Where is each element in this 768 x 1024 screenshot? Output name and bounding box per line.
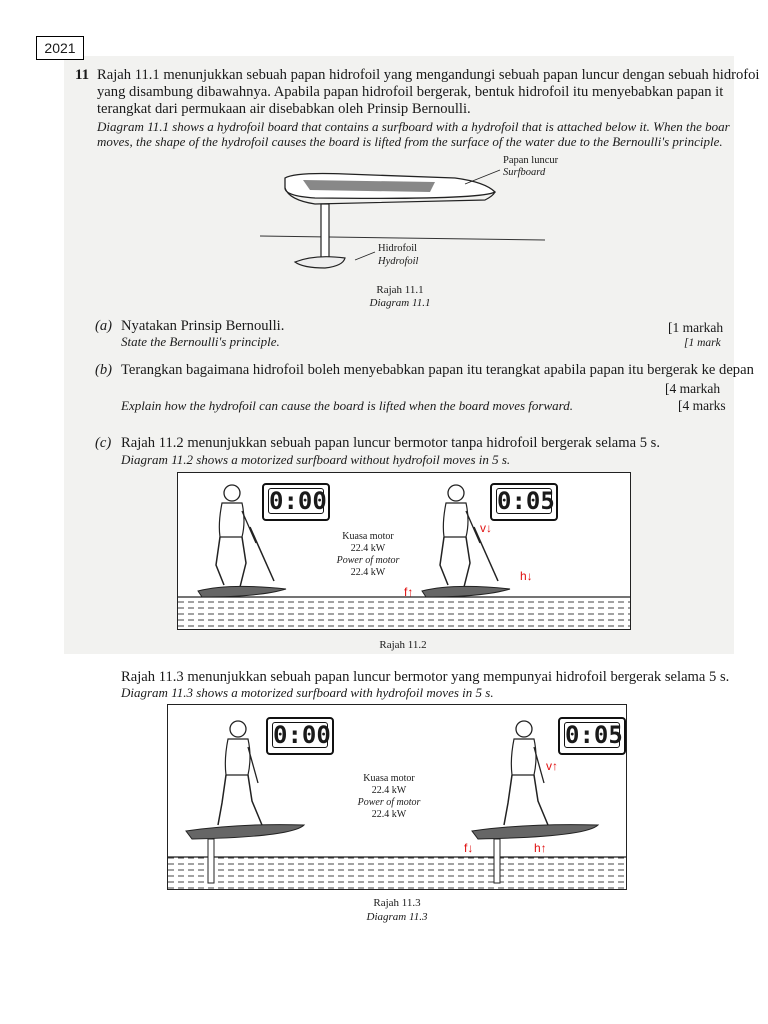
caption-diagram-11-1: Diagram 11.1 <box>369 297 431 309</box>
caption-rajah-11-1: Rajah 11.1 <box>376 284 424 296</box>
stopwatch-reading-start: 0:00 <box>273 721 331 749</box>
part-a-en: State the Bernoulli's principle. <box>121 334 280 349</box>
part-c-en: Diagram 11.2 shows a motorized surfboard without hydrofoil moves in 5 s. <box>121 452 511 467</box>
part-c2-en: Diagram 11.3 shows a motorized surfboard with hydrofoil moves in 5 s. <box>121 685 494 700</box>
question-number: 11 <box>75 67 90 83</box>
diagram-11-3-frame <box>167 704 627 890</box>
stopwatch-end-11-3 <box>558 717 626 755</box>
part-b-en: Explain how the hydrofoil can cause the board is lifted when the board moves forward. <box>121 398 573 413</box>
force-f-11-2: f↑ <box>404 585 414 599</box>
motor-power-11-3 <box>349 773 429 821</box>
part-c-letter: (c) <box>95 435 112 451</box>
intro-en-line1: Diagram 11.1 shows a hydrofoil board that contains a surfboard with a hydrofoil that is attached below it. When the boar <box>97 119 730 134</box>
force-f-11-3: f↓ <box>464 841 474 855</box>
power-label-en: Power of motor <box>357 797 421 808</box>
stopwatch-end-11-2 <box>490 483 558 521</box>
force-h-11-2: h↓ <box>520 569 533 583</box>
stopwatch-reading-end: 0:05 <box>565 721 623 749</box>
year-label: 2021 <box>36 36 84 60</box>
power-label-ms: Kuasa motor <box>342 531 394 542</box>
force-h-11-3: h↑ <box>534 841 547 855</box>
power-label-ms: Kuasa motor <box>363 773 415 784</box>
force-v-11-3: v↑ <box>546 759 558 773</box>
stopwatch-reading-start: 0:00 <box>269 487 327 515</box>
part-b-ms: Terangkan bagaimana hidrofoil boleh menyebabkan papan itu terangkat apabila papan itu bergerak ke depan <box>121 362 754 378</box>
part-a-letter: (a) <box>95 318 113 334</box>
part-c2-ms: Rajah 11.3 menunjukkan sebuah papan luncur bermotor yang mempunyai hidrofoil bergerak selama 5 s. <box>121 669 730 685</box>
power-value-1: 22.4 kW <box>371 785 407 796</box>
stopwatch-reading-end: 0:05 <box>497 487 555 515</box>
part-c-ms: Rajah 11.2 menunjukkan sebuah papan luncur bermotor tanpa hidrofoil bergerak selama 5 s. <box>121 435 660 451</box>
power-value-2: 22.4 kW <box>350 567 386 578</box>
intro-ms-line3: terangkat dari permukaan air disebabkan oleh Prinsip Bernoulli. <box>97 101 471 117</box>
label-surfboard-ms: Papan luncur <box>503 155 559 166</box>
part-a-ms: Nyatakan Prinsip Bernoulli. <box>121 318 285 334</box>
intro-en-line2: moves, the shape of the hydrofoil causes the board is lifted from the surface of the water due to the Bernoulli's principle. <box>97 134 723 149</box>
part-b-mark-en: [4 marks <box>678 398 726 413</box>
power-label-en: Power of motor <box>336 555 400 566</box>
stopwatch-start-11-3 <box>266 717 334 755</box>
caption-diagram-11-3: Diagram 11.3 <box>366 911 428 923</box>
force-v-11-2: v↓ <box>480 521 492 535</box>
power-value-2: 22.4 kW <box>371 809 407 820</box>
power-value-1: 22.4 kW <box>350 543 386 554</box>
caption-rajah-11-3: Rajah 11.3 <box>373 897 421 909</box>
label-hydrofoil-ms: Hidrofoil <box>378 243 418 254</box>
part-b-mark-ms: [4 markah <box>665 381 721 396</box>
motor-power-11-2 <box>328 531 408 579</box>
label-hydrofoil-en: Hydrofoil <box>378 256 419 267</box>
label-surfboard-en: Surfboard <box>503 167 546 178</box>
part-a-mark-ms: [1 markah <box>668 320 724 335</box>
intro-ms-line1: Rajah 11.1 menunjukkan sebuah papan hidrofoil yang mengandungi sebuah papan luncur dengan sebuah hidrofoi <box>97 67 760 83</box>
caption-rajah-11-2: Rajah 11.2 <box>379 639 427 651</box>
stopwatch-start-11-2 <box>262 483 330 521</box>
intro-ms-line2: yang disambung dibawahnya. Apabila papan hidrofoil bergerak, bentuk hidrofoil itu menyebabkan papan it <box>97 84 724 100</box>
diagram-11-2-frame <box>177 472 631 630</box>
part-a-mark-en: [1 mark <box>684 337 721 349</box>
part-b-letter: (b) <box>95 362 113 378</box>
